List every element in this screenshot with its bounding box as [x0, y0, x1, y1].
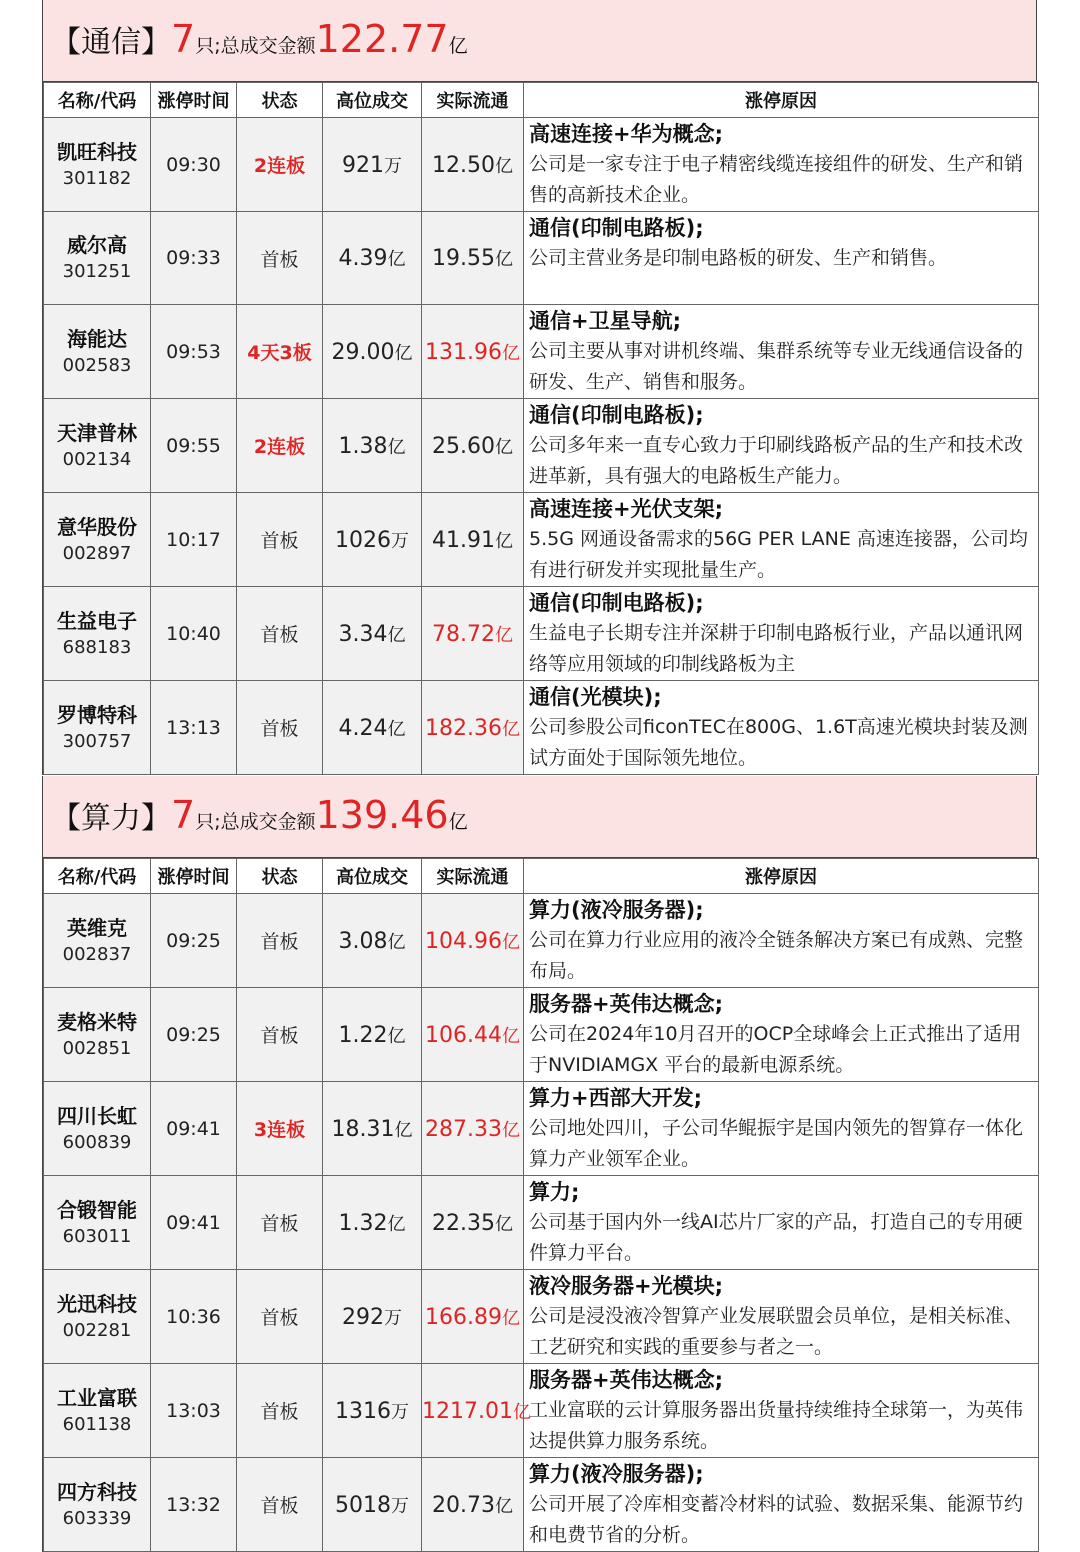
section-title: [51, 17, 468, 61]
stock-count: 7: [171, 793, 196, 837]
table-row: [44, 212, 1039, 305]
reason-description: 公司参股公司ficonTEC在800G、1.6T高速光模块封装及测试方面处于国际领先地位。: [529, 716, 1028, 769]
table-row: [44, 1176, 1039, 1270]
table-row: [44, 1270, 1039, 1364]
stock-code: 002837: [62, 943, 132, 965]
table-row: [44, 1458, 1039, 1552]
board-status: 3连板: [237, 1082, 323, 1176]
board-status: 2连板: [237, 399, 323, 493]
stock-code: 301182: [62, 167, 132, 189]
section-communication: [42, 0, 1037, 775]
reason-description: 公司主营业务是印制电路板的研发、生产和销售。: [529, 247, 948, 269]
col-header-status: 状态: [237, 859, 323, 894]
section-computing-power: [42, 776, 1037, 1552]
reason-description: 公司主要从事对讲机终端、集群系统等专业无线通信设备的研发、生产、销售和服务。: [529, 340, 1024, 393]
reason-cell: [524, 1458, 1039, 1552]
float-cap-value: 12.50: [432, 152, 495, 178]
limit-up-time: 09:55: [151, 399, 237, 493]
high-volume-cell: [323, 493, 422, 587]
board-status: 首板: [237, 493, 323, 587]
amount-unit: 亿: [448, 811, 468, 833]
float-cap-cell: [422, 493, 524, 587]
high-volume-unit: 万: [384, 155, 402, 177]
limit-up-time: 09:25: [151, 894, 237, 988]
reason-cell: [524, 305, 1039, 399]
col-header-high-volume: 高位成交: [323, 83, 422, 118]
col-header-reason: 涨停原因: [524, 859, 1039, 894]
table-row: [44, 587, 1039, 681]
stock-code: 002897: [62, 542, 132, 564]
reason-description: 公司在算力行业应用的液冷全链条解决方案已有成熟、完整布局。: [529, 929, 1024, 982]
board-status: 首板: [237, 894, 323, 988]
reason-description: 公司在2024年10月召开的OCP全球峰会上正式推出了适用于NVIDIAMGX 平台的最新电源系统。: [529, 1023, 1022, 1076]
col-header-float: 实际流通: [422, 859, 524, 894]
high-volume-cell: [323, 1176, 422, 1270]
table-row: [44, 681, 1039, 775]
board-status: 首板: [237, 212, 323, 305]
reason-cell: [524, 1176, 1039, 1270]
table-row: [44, 988, 1039, 1082]
high-volume-unit: 万: [391, 1401, 409, 1423]
float-cap-cell: [422, 988, 524, 1082]
high-volume-cell: [323, 212, 422, 305]
reason-title: 高速连接+光伏支架;: [529, 497, 723, 521]
board-status: 首板: [237, 1270, 323, 1364]
stock-name: 合锻智能: [57, 1197, 137, 1222]
float-cap-cell: [422, 587, 524, 681]
limit-up-time: 09:53: [151, 305, 237, 399]
stock-code: 002281: [62, 1319, 132, 1341]
col-header-time: 涨停时间: [151, 859, 237, 894]
section-header: [43, 776, 1036, 858]
section-header: [43, 0, 1036, 82]
high-volume-value: 3.34: [338, 621, 388, 647]
float-cap-unit: 亿: [494, 530, 513, 552]
board-status: 2连板: [237, 118, 323, 212]
board-status: 首板: [237, 681, 323, 775]
float-cap-value: 41.91: [432, 527, 495, 553]
high-volume-cell: [323, 1082, 422, 1176]
stock-cell: [44, 1270, 151, 1364]
float-cap-cell: [422, 681, 524, 775]
reason-title: 算力(液冷服务器);: [529, 898, 704, 922]
reason-description: 公司地处四川，子公司华鲲振宇是国内领先的智算存一体化算力产业领军企业。: [529, 1117, 1024, 1170]
reason-description: 公司多年来一直专心致力于印刷线路板产品的生产和技术改进革新，具有强大的电路板生产能力。: [529, 434, 1024, 487]
high-volume-cell: [323, 305, 422, 399]
board-status: 首板: [237, 1458, 323, 1552]
high-volume-value: 4.39: [338, 246, 388, 271]
total-amount: 122.77: [315, 17, 449, 61]
stock-name: 光迅科技: [57, 1291, 137, 1316]
float-cap-cell: [422, 118, 524, 212]
float-cap-value: 19.55: [432, 246, 495, 271]
limit-up-time: 10:36: [151, 1270, 237, 1364]
high-volume-cell: [323, 1364, 422, 1458]
limit-up-time: 09:41: [151, 1082, 237, 1176]
stock-code: 603011: [62, 1225, 132, 1247]
col-header-name-code: 名称/代码: [44, 83, 151, 118]
float-cap-value: 106.44: [425, 1022, 502, 1048]
float-cap-unit: 亿: [501, 931, 520, 953]
float-cap-unit: 亿: [494, 249, 513, 270]
total-amount: 139.46: [315, 793, 449, 837]
reason-cell: [524, 1270, 1039, 1364]
float-cap-cell: [422, 894, 524, 988]
reason-cell: [524, 587, 1039, 681]
float-cap-unit: 亿: [501, 1025, 520, 1047]
col-header-float: 实际流通: [422, 83, 524, 118]
board-status: 首板: [237, 1176, 323, 1270]
float-cap-value: 104.96: [425, 928, 502, 954]
table-row: [44, 305, 1039, 399]
high-volume-value: 292: [342, 1304, 384, 1330]
float-cap-cell: [422, 1364, 531, 1458]
stock-cell: [44, 681, 151, 775]
stock-name: 罗博特科: [57, 702, 137, 727]
reason-title: 算力+西部大开发;: [529, 1086, 702, 1110]
stock-code: 601138: [62, 1413, 132, 1435]
stock-cell: [44, 305, 151, 399]
stock-code: 002134: [62, 448, 132, 470]
float-cap-cell: [422, 212, 524, 305]
table-header-row: [44, 859, 1039, 894]
stock-cell: [44, 1082, 151, 1176]
stock-name: 天津普林: [57, 420, 137, 445]
reason-description: 5.5G 网通设备需求的56G PER LANE 高速连接器，公司均有进行研发并实现批量生产。: [529, 528, 1028, 581]
float-cap-value: 182.36: [425, 715, 502, 741]
reason-description: 公司是一家专注于电子精密线缆连接组件的研发、生产和销售的高新技术企业。: [529, 153, 1024, 206]
reason-title: 算力;: [529, 1180, 580, 1204]
limit-up-time: 13:03: [151, 1364, 237, 1458]
table-row: [44, 399, 1039, 493]
limit-up-time: 13:32: [151, 1458, 237, 1552]
float-cap-value: 78.72: [432, 621, 495, 647]
high-volume-unit: 亿: [387, 436, 406, 458]
table-row: [44, 118, 1039, 212]
section-name: 【通信】: [51, 25, 171, 60]
stock-name: 四川长虹: [57, 1103, 137, 1128]
reason-cell: [524, 493, 1039, 587]
board-status: 首板: [237, 988, 323, 1082]
stock-code: 600839: [62, 1131, 132, 1153]
reason-title: 液冷服务器+光模块;: [529, 1274, 723, 1298]
reason-title: 通信(印制电路板);: [529, 591, 704, 615]
float-cap-value: 287.33: [425, 1116, 502, 1142]
reason-description: 公司是浸没液冷智算产业发展联盟会员单位，是相关标准、工艺研究和实践的重要参与者之一。: [529, 1305, 1024, 1358]
table-row: [44, 894, 1039, 988]
high-volume-value: 4.24: [338, 715, 388, 741]
count-unit: 只;: [195, 35, 221, 57]
high-volume-unit: 亿: [387, 624, 406, 646]
high-volume-cell: [323, 988, 422, 1082]
section-name: 【算力】: [51, 801, 171, 836]
float-cap-unit: 亿: [501, 718, 520, 740]
reason-title: 通信(光模块);: [529, 685, 662, 709]
stock-code: 603339: [62, 1507, 132, 1529]
float-cap-value: 25.60: [432, 433, 495, 459]
stock-code: 300757: [62, 730, 132, 752]
float-cap-unit: 亿: [494, 1495, 513, 1517]
high-volume-value: 29.00: [331, 339, 395, 365]
board-status: 首板: [237, 587, 323, 681]
stock-cell: [44, 587, 151, 681]
high-volume-value: 5018: [335, 1492, 391, 1518]
amount-label: 总成交金额: [220, 35, 316, 57]
reason-title: 算力(液冷服务器);: [529, 1462, 704, 1486]
high-volume-unit: 万: [391, 1495, 409, 1517]
float-cap-unit: 亿: [494, 1213, 513, 1235]
table-row: [44, 1082, 1039, 1176]
stock-name: 凯旺科技: [57, 139, 137, 164]
reason-title: 通信+卫星导航;: [529, 309, 681, 333]
high-volume-unit: 亿: [387, 1025, 406, 1047]
high-volume-unit: 亿: [387, 1213, 406, 1235]
high-volume-unit: 亿: [394, 342, 413, 364]
stock-name: 意华股份: [57, 514, 137, 539]
high-volume-value: 921: [342, 152, 384, 178]
reason-cell: [524, 988, 1039, 1082]
stock-code: 002583: [62, 354, 132, 376]
stock-cell: [44, 1364, 151, 1458]
high-volume-cell: [323, 681, 422, 775]
stock-cell: [44, 212, 151, 305]
stock-count: 7: [171, 17, 196, 61]
reason-description: 工业富联的云计算服务器出货量持续维持全球第一，为英伟达提供算力服务系统。: [529, 1399, 1024, 1452]
float-cap-unit: 亿: [494, 436, 513, 458]
high-volume-value: 1.22: [338, 1022, 388, 1048]
float-cap-value: 22.35: [432, 1210, 495, 1236]
reason-title: 通信(印制电路板);: [529, 403, 704, 427]
reason-title: 服务器+英伟达概念;: [529, 1368, 723, 1392]
col-header-time: 涨停时间: [151, 83, 237, 118]
reason-cell: [524, 894, 1039, 988]
col-header-name-code: 名称/代码: [44, 859, 151, 894]
float-cap-value: 1217.01: [422, 1398, 513, 1424]
high-volume-unit: 万: [391, 530, 409, 552]
float-cap-unit: 亿: [501, 1307, 520, 1329]
reason-description: 公司开展了冷库相变蓄冷材料的试验、数据采集、能源节约和电费节省的分析。: [529, 1493, 1024, 1546]
col-header-status: 状态: [237, 83, 323, 118]
stock-code: 301251: [62, 261, 132, 282]
reason-cell: [524, 118, 1039, 212]
high-volume-unit: 万: [384, 1307, 402, 1329]
float-cap-value: 20.73: [432, 1492, 495, 1518]
stock-cell: [44, 988, 151, 1082]
amount-unit: 亿: [448, 35, 468, 57]
reason-title: 服务器+英伟达概念;: [529, 992, 723, 1016]
reason-title: 通信(印制电路板);: [529, 216, 704, 240]
col-header-reason: 涨停原因: [524, 83, 1039, 118]
float-cap-cell: [422, 1270, 524, 1364]
float-cap-value: 166.89: [425, 1304, 502, 1330]
reason-cell: [524, 1364, 1039, 1458]
limit-up-time: 09:25: [151, 988, 237, 1082]
float-cap-cell: [422, 1458, 524, 1552]
high-volume-cell: [323, 399, 422, 493]
float-cap-cell: [422, 1176, 524, 1270]
reason-description: 公司基于国内外一线AI芯片厂家的产品，打造自己的专用硬件算力平台。: [529, 1211, 1023, 1264]
reason-cell: [524, 681, 1039, 775]
stock-name: 生益电子: [57, 608, 137, 633]
high-volume-value: 3.08: [338, 928, 388, 954]
stock-cell: [44, 894, 151, 988]
high-volume-cell: [323, 118, 422, 212]
stock-name: 威尔高: [67, 233, 127, 257]
reason-cell: [524, 399, 1039, 493]
high-volume-value: 1316: [335, 1398, 391, 1424]
limit-up-time: 09:30: [151, 118, 237, 212]
amount-label: 总成交金额: [220, 811, 316, 833]
stock-code: 002851: [62, 1037, 132, 1059]
high-volume-unit: 亿: [394, 1119, 413, 1141]
reason-cell: [524, 212, 1039, 305]
limit-up-time: 13:13: [151, 681, 237, 775]
float-cap-unit: 亿: [512, 1401, 531, 1423]
float-cap-unit: 亿: [501, 342, 520, 364]
float-cap-value: 131.96: [425, 339, 502, 365]
stock-name: 海能达: [67, 326, 127, 351]
high-volume-value: 18.31: [331, 1116, 395, 1142]
high-volume-cell: [323, 894, 422, 988]
table-header-row: [44, 83, 1039, 118]
float-cap-cell: [422, 305, 524, 399]
high-volume-cell: [323, 587, 422, 681]
stock-cell: [44, 118, 151, 212]
float-cap-cell: [422, 399, 524, 493]
stock-cell: [44, 493, 151, 587]
section-title: [51, 793, 468, 837]
stock-name: 四方科技: [57, 1479, 137, 1504]
high-volume-value: 1.32: [338, 1210, 388, 1236]
board-status: 首板: [237, 1364, 323, 1458]
stock-cell: [44, 399, 151, 493]
limit-up-time: 10:40: [151, 587, 237, 681]
limit-up-time: 09:33: [151, 212, 237, 305]
high-volume-value: 1026: [335, 527, 391, 553]
float-cap-cell: [422, 1082, 524, 1176]
count-unit: 只;: [195, 811, 221, 833]
reason-title: 高速连接+华为概念;: [529, 122, 723, 146]
stock-cell: [44, 1176, 151, 1270]
stock-name: 英维克: [67, 915, 127, 940]
high-volume-unit: 亿: [387, 249, 406, 270]
high-volume-unit: 亿: [387, 931, 406, 953]
high-volume-value: 1.38: [338, 433, 388, 459]
stock-name: 麦格米特: [57, 1009, 137, 1034]
limit-up-time: 10:17: [151, 493, 237, 587]
board-status: 4天3板: [237, 305, 323, 399]
table-row: [44, 493, 1039, 587]
reason-cell: [524, 1082, 1039, 1176]
float-cap-unit: 亿: [501, 1119, 520, 1141]
high-volume-cell: [323, 1270, 422, 1364]
high-volume-cell: [323, 1458, 422, 1552]
stock-cell: [44, 1458, 151, 1552]
stock-table: [43, 82, 1039, 775]
float-cap-unit: 亿: [494, 624, 513, 646]
float-cap-unit: 亿: [494, 155, 513, 177]
reason-description: 生益电子长期专注并深耕于印制电路板行业，产品以通讯网络等应用领域的印制线路板为主: [529, 622, 1024, 675]
high-volume-unit: 亿: [387, 718, 406, 740]
limit-up-time: 09:41: [151, 1176, 237, 1270]
col-header-high-volume: 高位成交: [323, 859, 422, 894]
stock-table: [43, 858, 1039, 1552]
stock-name: 工业富联: [57, 1385, 137, 1410]
stock-code: 688183: [62, 636, 132, 658]
table-row: [44, 1364, 1039, 1458]
